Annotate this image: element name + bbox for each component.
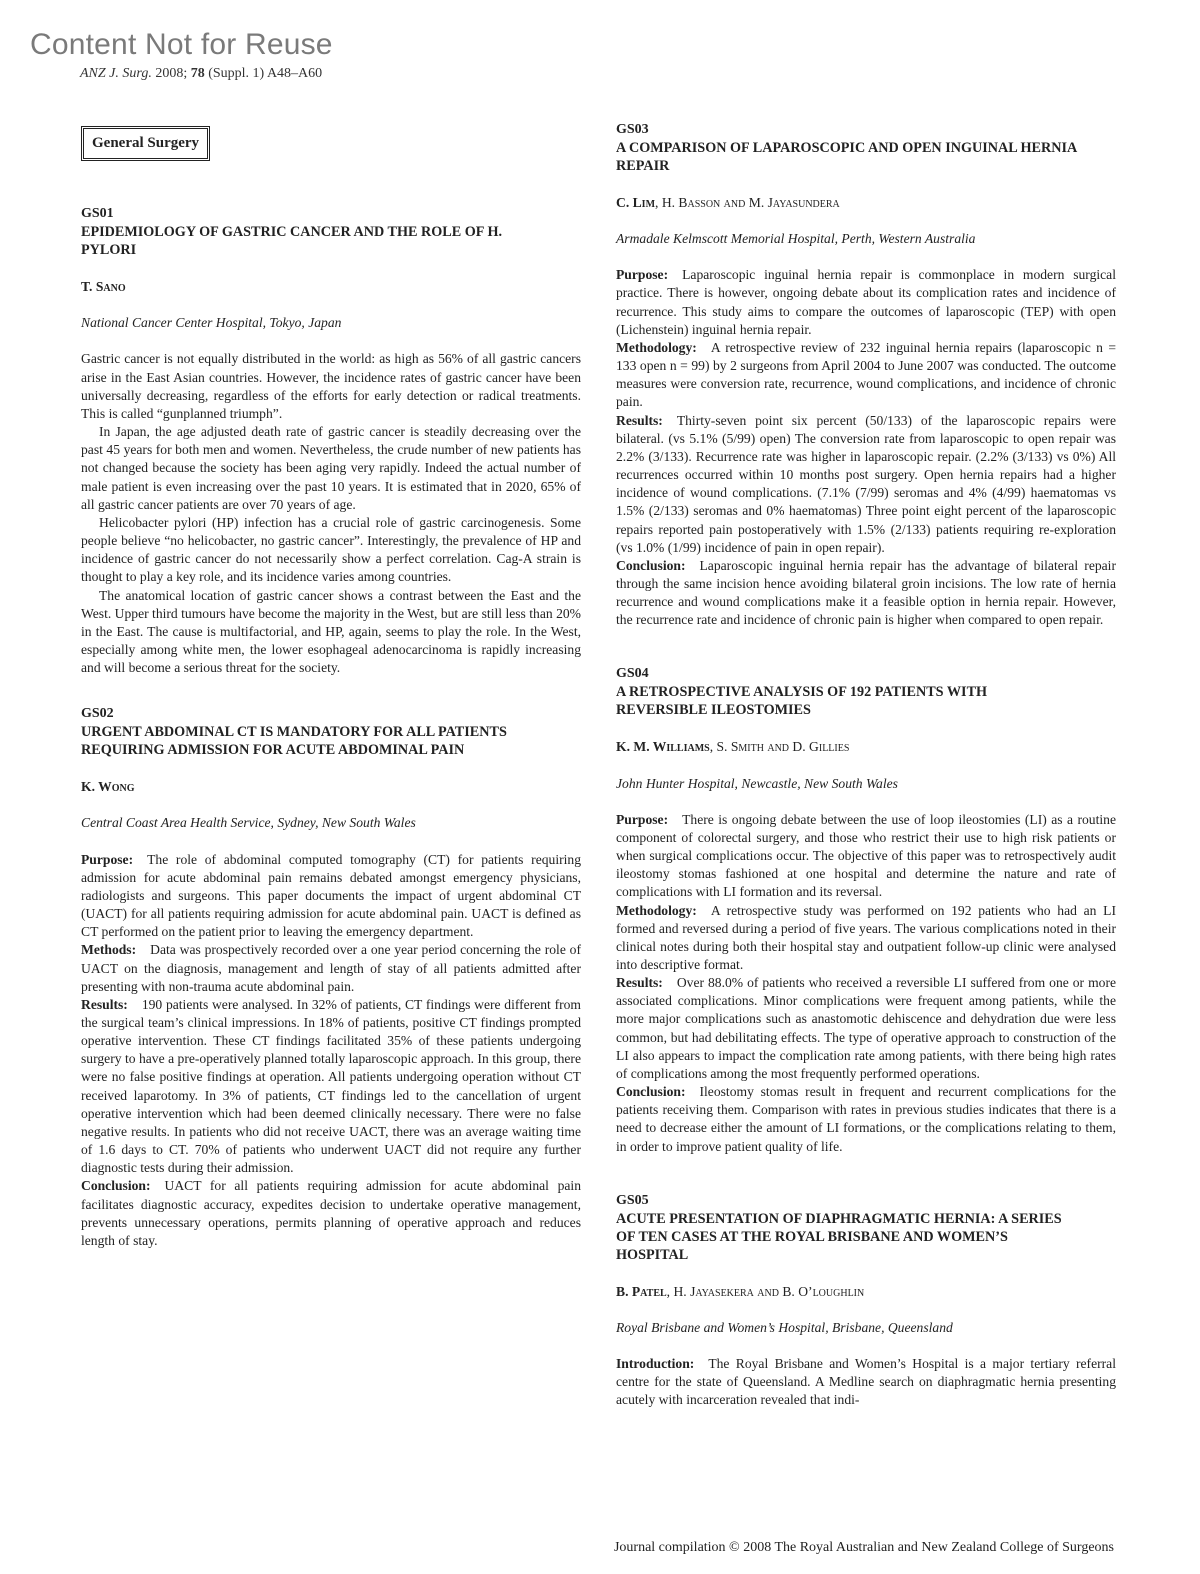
abstract-affiliation: Central Coast Area Health Service, Sydney, New South Wales — [81, 815, 416, 831]
purpose-text: There is ongoing debate between the use of loop ileostomies (LI) as a routine component of colorectal surgery, and those who restrict their use to high risk patients or when surgical complications occur. The objective of this paper was to retrospectively audit ileostomy stomas fashioned at one hospital and determine the nature and rate of complications with LI formation and its reversal. — [616, 811, 1116, 900]
abstract-methods — [81, 941, 581, 995]
abstract-body — [81, 350, 581, 677]
methods-label: Methodology: — [616, 339, 697, 355]
results-text: Thirty-seven point six percent (50/133) of the laparoscopic repairs were bilateral. (vs 5.1% (5/99) open) The conversion rate from laparoscopic to open repair was 2.2% (3/133). Recurrence rate was higher in laparoscopic repair. (2.2% (3/133) vs 0%) All recurrences occurred within 10 months post surgery. Open hernia repairs had a higher incidence of wound complications. (7.1% (7/99) seromas and 4% (4/99) haematomas vs 1.5% (2/133) seromas and 0% haematomas) Three point eight percent of the laparoscopic repairs reported pain postoperatively with 1.5% (2/133) patients requiring re-exploration (vs 1.0% (1/99) incidence of pain in open repair). — [616, 412, 1116, 555]
abstract-title: A RETROSPECTIVE ANALYSIS OF 192 PATIENTS WITH REVERSIBLE ILEOSTOMIES — [616, 684, 988, 719]
abstract-body — [81, 851, 581, 1250]
abstract-conclusion — [81, 1177, 581, 1250]
conclusion-text: UACT for all patients requiring admission for acute abdominal pain facilitates diagnostic accuracy, expedites decision to undertake operative management, prevents unnecessary operations, permits planning of operative approach and reduces length of stay. — [81, 1178, 581, 1248]
author-primary: B. Patel — [616, 1283, 667, 1299]
methods-text: A retrospective review of 232 inguinal hernia repairs (laparoscopic n = 133 open n = 99) by 2 surgeons from April 2004 to June 2007 was conducted. The outcome measures were conversion rate, recurrence, wound complications, and incidence of chronic pain. — [616, 339, 1116, 410]
abstract-authors — [616, 738, 1116, 756]
author-primary: K. Wong — [81, 779, 135, 795]
citation-pages: (Suppl. 1) A48–A60 — [204, 66, 323, 81]
methods-label: Methods: — [81, 942, 137, 958]
abstract-authors — [616, 194, 1116, 212]
purpose-label: Purpose: — [616, 267, 669, 283]
abstract-body — [616, 811, 1116, 1156]
abstract-paragraph: In Japan, the age adjusted death rate of gastric cancer is steadily decreasing over the past 45 years for both men and women. Nevertheless, the crude number of new patients has not changed because the society has been aging very rapidly. Indeed the actual number of male patient is even increasing over the past 10 years. It is estimated that in 2020, 65% of all gastric cancer patients are over 70 years of age. — [81, 424, 581, 512]
abstract-paragraph: The anatomical location of gastric cancer shows a contrast between the East and the West. Upper third tumours have become the majority in the West, but are still less than 20% in the East. The cause is multifactorial, and HP, again, seems to play the role. In the West, especially among white men, the lower esophageal adenocarcinoma is rapidly increasing and will become a serious threat for the society. — [81, 587, 581, 676]
author-others: , S. Smith and D. Gillies — [709, 739, 850, 755]
abstract-conclusion — [616, 557, 1116, 630]
abstract-code: GS01 — [81, 206, 114, 222]
citation-year: 2008; — [151, 66, 191, 81]
results-label: Results: — [616, 975, 663, 991]
abstract-code: GS02 — [81, 706, 114, 722]
abstract-purpose — [616, 811, 1116, 902]
citation-volume: 78 — [190, 66, 205, 81]
author-primary: K. M. Williams — [616, 739, 710, 755]
abstract-title: URGENT ABDOMINAL CT IS MANDATORY FOR ALL PATIENTS REQUIRING ADMISSION FOR ACUTE ABDOMINAL PAIN — [81, 724, 507, 759]
abstract-purpose — [616, 266, 1116, 339]
results-text: Over 88.0% of patients who received a reversible LI suffered from one or more associated complications. Minor complications were frequent among patients, while the more major complications such as anastomotic dehiscence and dehydration due were less common, but had debilitating effects. The type of operative approach to construction of the LI also appears to impact the complication rate among patients, with there being high rates of complications among the most frequently performed operations. — [616, 975, 1116, 1081]
abstract-code: GS05 — [616, 1192, 649, 1208]
author-others: , H. Jayasekera and B. O’loughlin — [666, 1283, 865, 1299]
abstract-methods — [616, 902, 1116, 975]
abstract-body — [616, 266, 1116, 629]
abstract-code: GS04 — [616, 666, 649, 682]
abstract-gs02 — [81, 705, 581, 1250]
abstract-gs05 — [616, 1192, 1116, 1410]
abstract-title: ACUTE PRESENTATION OF DIAPHRAGMATIC HERNIA: A SERIES OF TEN CASES AT THE ROYAL BRISBANE AND WOMEN’S HOSPITAL — [616, 1210, 1062, 1263]
abstract-gs01 — [81, 205, 581, 677]
abstract-body — [616, 1355, 1116, 1409]
purpose-text: Laparoscopic inguinal hernia repair is commonplace in modern surgical practice. There is however, ongoing debate about its complication rates and incidence of recurrence. This study aims to compare the outcomes of laparoscopic (TEP) with open (Lichenstein) inguinal hernia repair. — [616, 267, 1116, 337]
author-primary: T. Sano — [81, 279, 126, 295]
purpose-text: The role of abdominal computed tomography (CT) for patients requiring admission for acute abdominal pain remains debated amongst emergency physicians, radiologists and surgeons. This paper documents the impact of urgent abdominal CT (UACT) for all patients requiring admission for acute abdominal pain. UACT is defined as CT performed on the patient prior to leaving the emergency department. — [81, 851, 581, 940]
abstract-gs04 — [616, 665, 1116, 1155]
abstract-affiliation: Royal Brisbane and Women’s Hospital, Brisbane, Queensland — [616, 1319, 953, 1335]
abstract-results — [81, 996, 581, 1178]
right-column — [616, 121, 1116, 1410]
journal-name: ANZ J. Surg. — [80, 66, 152, 81]
abstract-gs03 — [616, 121, 1116, 629]
abstract-purpose — [81, 851, 581, 942]
abstract-authors — [81, 778, 581, 796]
abstract-code: GS03 — [616, 122, 649, 137]
abstract-conclusion — [616, 1083, 1116, 1156]
results-label: Results: — [81, 996, 128, 1012]
abstract-title: A COMPARISON OF LAPAROSCOPIC AND OPEN INGUINAL HERNIA REPAIR — [616, 140, 1077, 174]
methods-text: Data was prospectively recorded over a one year period concerning the role of UACT on the diagnosis, management and length of stay of all patients admitted after presenting with non-trauma acute abdominal pain. — [81, 942, 581, 994]
methods-text: A retrospective study was performed on 192 patients who had an LI formed and reversed during a period of five years. The various complications noted in their clinical notes during both their hospital stay and outpatient follow-up clinic were analysed into descriptive format. — [616, 902, 1116, 972]
conclusion-text: Laparoscopic inguinal hernia repair has the advantage of bilateral repair through the same incision hence avoiding bilateral groin incisions. The low rate of hernia recurrence and wound complications make it a feasible option in hernia repair. However, the recurrence rate and incidence of chronic pain is higher when compared to open repair. — [616, 557, 1116, 628]
abstract-methods — [616, 339, 1116, 412]
abstract-results — [616, 412, 1116, 557]
abstract-results — [616, 974, 1116, 1083]
section-heading: General Surgery — [81, 126, 210, 161]
watermark-text: Content Not for Reuse — [30, 28, 333, 61]
conclusion-label: Conclusion: — [616, 1084, 686, 1100]
abstract-introduction — [616, 1355, 1116, 1409]
purpose-label: Purpose: — [616, 811, 669, 827]
conclusion-label: Conclusion: — [81, 1178, 151, 1194]
abstract-affiliation: Armadale Kelmscott Memorial Hospital, Perth, Western Australia — [616, 231, 976, 247]
journal-citation — [80, 66, 322, 82]
results-text: 190 patients were analysed. In 32% of patients, CT findings were different from the surgical team’s clinical impressions. In 18% of patients, positive CT findings prompted operative intervention. These CT findings facilitated 35% of these patients undergoing surgery to have a pre-operatively planned totally laparoscopic approach. In this group, there were no false positive findings at operation. All patients undergoing operation without CT received laparotomy. In 3% of patients, CT findings led to the cancellation of urgent operative intervention which had been deemed clinically necessary. There were no false negative results. In patients who did not receive UACT, there was an average waiting time of 1.6 days to CT. 70% of patients who underwent UACT did not require any further diagnostic tests during their admission. — [81, 996, 581, 1176]
introduction-text: The Royal Brisbane and Women’s Hospital is a major tertiary referral centre for the state of Queensland. A Medline search on diaphragmatic hernia presenting acutely with incarceration revealed that indi- — [616, 1356, 1116, 1408]
abstract-paragraph: Helicobacter pylori (HP) infection has a crucial role of gastric carcinogenesis. Some people believe “no helicobacter, no gastric cancer”. Interestingly, the prevalence of HP and incidence of gastric cancer do not necessarily show a perfect correlation. Cag-A strain is thought to play a key role, and its incidence varies among countries. — [81, 514, 581, 585]
abstract-paragraph: Gastric cancer is not equally distributed in the world: as high as 56% of all gastric cancers arise in the East Asian countries. However, the incidence rates of gastric cancer have been universally decreasing, regardless of the efforts for early detection or radical treatments. This is called “gunplanned triumph”. — [81, 351, 581, 421]
abstract-authors — [81, 278, 581, 296]
introduction-label: Introduction: — [616, 1356, 695, 1372]
abstract-affiliation: John Hunter Hospital, Newcastle, New South Wales — [616, 775, 898, 791]
methods-label: Methodology: — [616, 902, 697, 918]
purpose-label: Purpose: — [81, 851, 134, 867]
abstract-title: EPIDEMIOLOGY OF GASTRIC CANCER AND THE ROLE OF H. PYLORI — [81, 224, 503, 259]
page-footer: Journal compilation © 2008 The Royal Australian and New Zealand College of Surgeons — [613, 1540, 1114, 1555]
results-label: Results: — [616, 412, 663, 428]
abstract-affiliation: National Cancer Center Hospital, Tokyo, Japan — [81, 315, 342, 331]
conclusion-label: Conclusion: — [616, 557, 686, 573]
author-others: , H. Basson and M. Jayasundera — [655, 195, 840, 210]
author-primary: C. Lim — [616, 195, 656, 210]
abstract-authors — [616, 1283, 1116, 1301]
conclusion-text: Ileostomy stomas result in frequent and recurrent complications for the patients receiving them. Comparison with rates in previous studies indicates that there is a need to decrease either the amount of LI formations, or the complications relating to them, in order to improve patient quality of life. — [616, 1084, 1116, 1154]
left-column — [81, 126, 581, 1250]
